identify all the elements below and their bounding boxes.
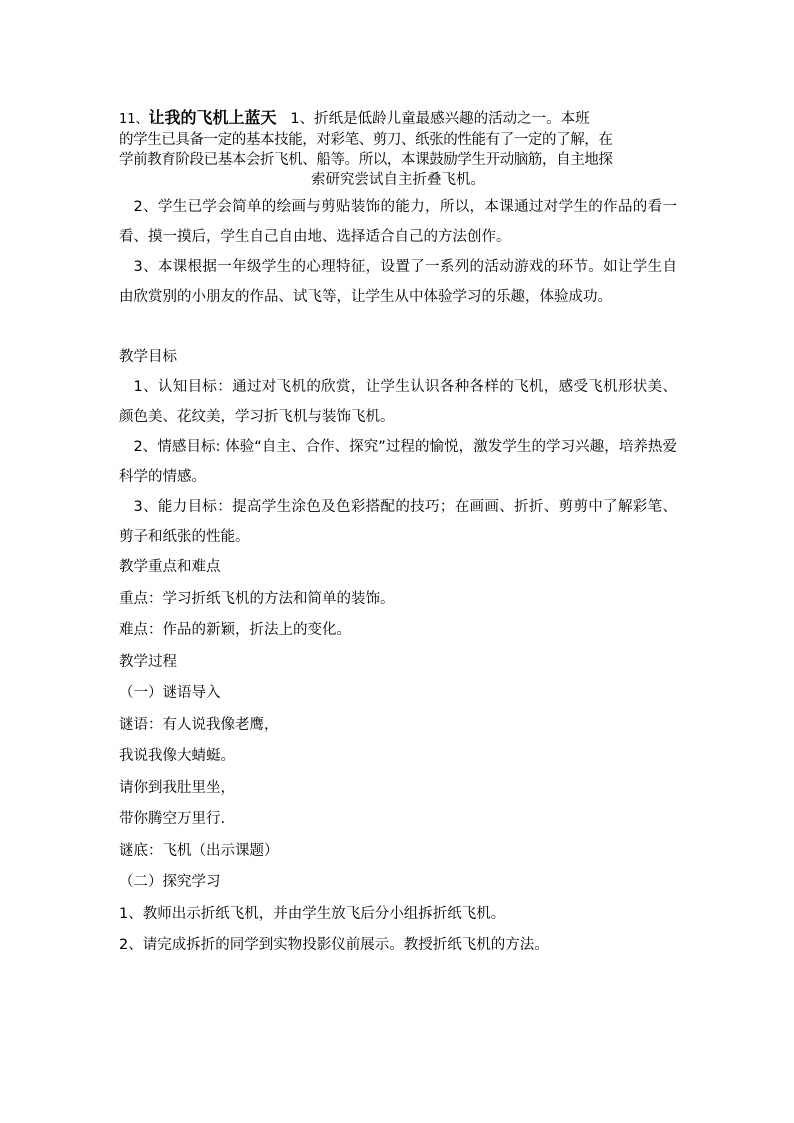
- document-page: [119, 104, 677, 962]
- intro-text-1: 1、折纸是低龄儿童最感兴趣的活动之一。本班: [290, 111, 590, 127]
- process-section-1: （一）谜语导入: [119, 685, 221, 701]
- riddle-answer: 谜底：飞机（出示课题）: [119, 842, 279, 859]
- lesson-intro-line-4: 索研究尝试自主折叠飞机。: [311, 172, 485, 188]
- lesson-paragraph-2: 2、学生已学会简单的绘画与剪贴装饰的能力，所以，本课通过对学生的作品的看一看、摸一摸后，学生自己自由地、选择适合自己的方法创作。: [119, 199, 677, 245]
- lesson-title-number: 11、: [119, 112, 149, 127]
- riddle-line-4: 带你腾空万里行.: [119, 811, 226, 827]
- key-point: 重点：学习折纸飞机的方法和简单的装饰。: [119, 590, 395, 607]
- lesson-intro-line-3: 学前教育阶段已基本会折飞机、船等。所以，本课鼓励学生开动脑筋，自主地探: [119, 152, 613, 168]
- process-heading: 教学过程: [119, 653, 177, 670]
- lesson-intro-line-2: 的学生已具备一定的基本技能，对彩笔、剪刀、纸张的性能有了一定的了解，在: [119, 132, 613, 148]
- lesson-intro-line-1: [119, 108, 677, 130]
- process-section-2: （二）探究学习: [119, 874, 221, 890]
- objective-item-1: 1、认知目标：通过对飞机的欣赏，让学生认识各种各样的飞机，感受飞机形状美、颜色美、花纹美，学习折飞机与装饰飞机。: [119, 379, 677, 425]
- riddle-line-2: 我说我像大蜻蜓。: [119, 748, 235, 764]
- key-points-heading: 教学重点和难点: [119, 559, 221, 575]
- riddle-line-1: 谜语：有人说我像老鹰，: [119, 716, 279, 733]
- lesson-title: 让我的飞机上蓝天: [148, 108, 277, 127]
- objective-item-2: 2、情感目标: 体验“自主、合作、探究”过程的愉悦，激发学生的学习兴趣，培养热爱科学的情感。: [119, 439, 677, 485]
- lesson-paragraph-3: 3、本课根据一年级学生的心理特征，设置了一系列的活动游戏的环节。如让学生自由欣赏别的小朋友的作品、试飞等，让学生从中体验学习的乐趣，体验成功。: [119, 259, 677, 305]
- riddle-line-3: 请你到我肚里坐，: [119, 779, 235, 796]
- objective-item-3: 3、能力目标：提高学生涂色及色彩搭配的技巧；在画画、折折、剪剪中了解彩笔、剪子和纸张的性能。: [119, 499, 677, 545]
- spacer: [119, 312, 677, 342]
- difficulty-point: 难点：作品的新颖，折法上的变化。: [119, 622, 351, 638]
- objectives-heading: 教学目标: [119, 349, 177, 365]
- process-step-2: 2、请完成拆折的同学到实物投影仪前展示。教授折纸飞机的方法。: [119, 937, 549, 953]
- process-step-1: 1、教师出示折纸飞机，并由学生放飞后分小组拆折纸飞机。: [119, 905, 506, 922]
